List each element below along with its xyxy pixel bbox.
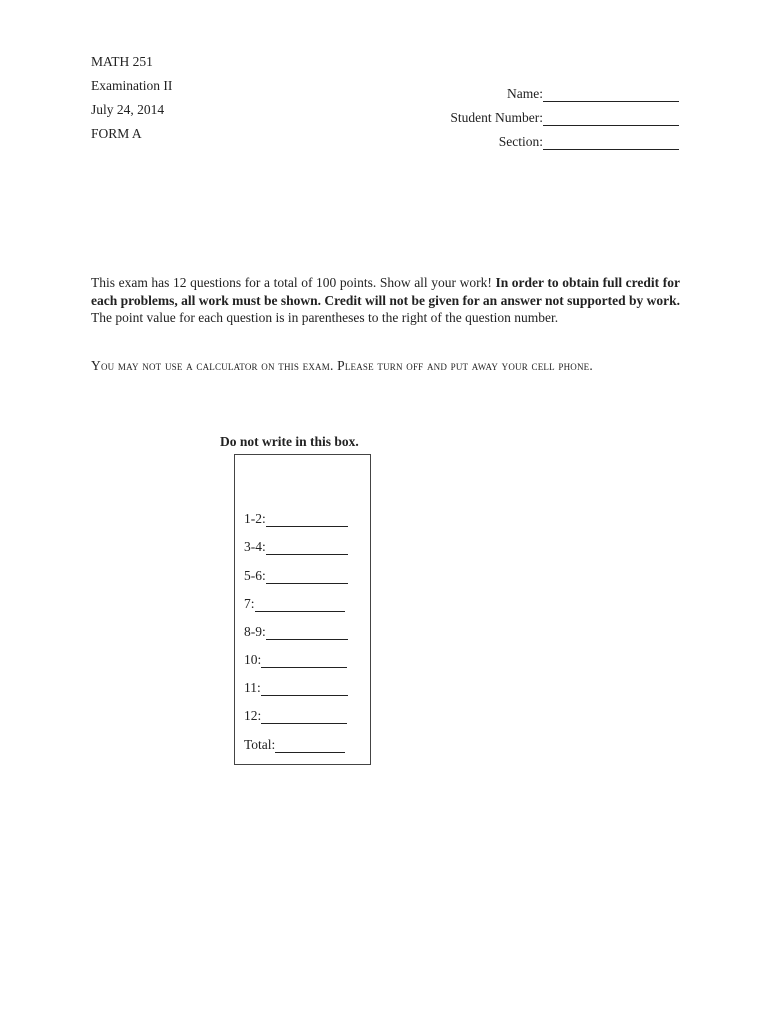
exam-date: July 24, 2014 bbox=[91, 102, 165, 117]
name-label: Name: bbox=[507, 86, 543, 101]
score-label: Total: bbox=[244, 737, 276, 752]
course-code: MATH 251 bbox=[91, 54, 153, 69]
score-blank-line[interactable] bbox=[275, 740, 345, 753]
score-row-10[interactable] bbox=[244, 652, 347, 668]
name-field[interactable] bbox=[450, 78, 679, 102]
score-label: 1-2: bbox=[244, 511, 266, 526]
score-row-5-6[interactable] bbox=[244, 568, 348, 584]
score-label: 3-4: bbox=[244, 539, 266, 554]
score-label: 7: bbox=[244, 596, 255, 611]
score-label: 10: bbox=[244, 652, 262, 667]
score-box bbox=[234, 454, 371, 765]
score-blank-line[interactable] bbox=[266, 542, 348, 555]
score-box-title: Do not write in this box. bbox=[220, 434, 359, 449]
exam-form: FORM A bbox=[91, 126, 142, 141]
score-row-total[interactable] bbox=[244, 737, 345, 753]
exam-title: Examination II bbox=[91, 78, 173, 93]
score-row-8-9[interactable] bbox=[244, 624, 348, 640]
score-blank-line[interactable] bbox=[266, 571, 348, 584]
score-row-3-4[interactable] bbox=[244, 539, 348, 555]
score-blank-line[interactable] bbox=[261, 711, 347, 724]
header-left bbox=[91, 54, 172, 150]
instructions-paragraph bbox=[91, 274, 680, 327]
score-row-11[interactable] bbox=[244, 680, 348, 696]
score-row-7[interactable] bbox=[244, 596, 345, 612]
section-blank-line[interactable] bbox=[543, 135, 679, 150]
score-blank-line[interactable] bbox=[266, 514, 348, 527]
score-row-12[interactable] bbox=[244, 708, 347, 724]
section-label: Section: bbox=[498, 134, 543, 149]
header-right bbox=[450, 78, 679, 150]
score-label: 5-6: bbox=[244, 568, 266, 583]
score-row-1-2[interactable] bbox=[244, 511, 348, 527]
score-label: 11: bbox=[244, 680, 261, 695]
score-label: 8-9: bbox=[244, 624, 266, 639]
score-blank-line[interactable] bbox=[261, 655, 347, 668]
score-blank-line[interactable] bbox=[266, 627, 348, 640]
instructions-text-bold: In order to obtain full credit for each problems, all work must be shown. Credit will not be given for an answer not supported by work. bbox=[91, 275, 680, 308]
student-number-blank-line[interactable] bbox=[543, 111, 679, 126]
instructions-text-1: This exam has 12 questions for a total of 100 points. Show all your work! bbox=[91, 275, 496, 290]
score-label: 12: bbox=[244, 708, 262, 723]
student-number-field[interactable] bbox=[450, 102, 679, 126]
score-blank-line[interactable] bbox=[261, 683, 348, 696]
section-field[interactable] bbox=[450, 126, 679, 150]
instructions-text-3: The point value for each question is in parentheses to the right of the question number. bbox=[91, 310, 559, 325]
student-number-label: Student Number: bbox=[450, 110, 543, 125]
calculator-notice: You may not use a calculator on this exam. Please turn off and put away your cell phone. bbox=[91, 358, 593, 373]
score-blank-line[interactable] bbox=[255, 599, 345, 612]
name-blank-line[interactable] bbox=[543, 87, 679, 102]
